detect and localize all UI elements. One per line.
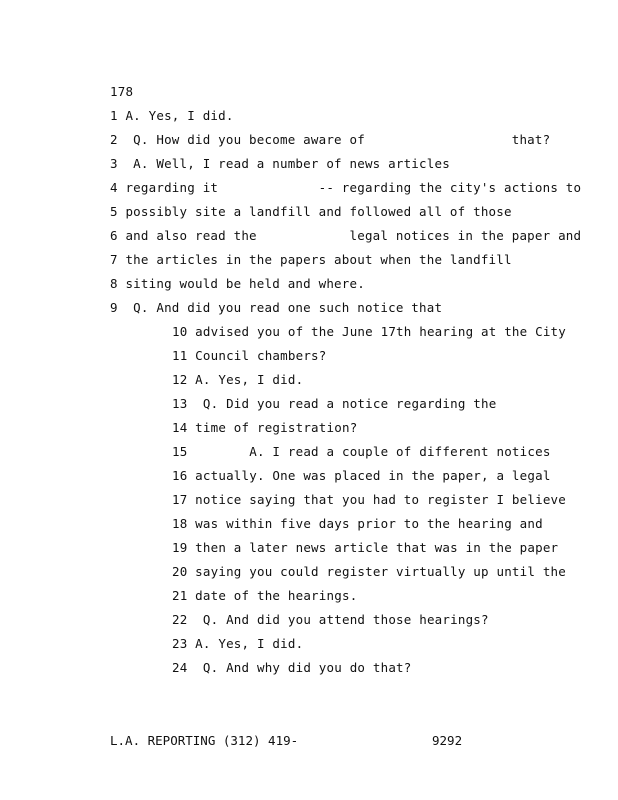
transcript-line-11: 11 Council chambers? [172,348,327,363]
transcript-line-5: 5 possibly site a landfill and followed all of those [110,204,512,219]
transcript-line-8: 8 siting would be held and where. [110,276,365,291]
transcript-line-19: 19 then a later news article that was in the paper [172,540,559,555]
transcript-line-12: 12 A. Yes, I did. [172,372,304,387]
transcript-line-2: 2 Q. How did you become aware of that? [110,132,551,147]
transcript-line-3: 3 A. Well, I read a number of news articles [110,156,450,171]
transcript-line-13: 13 Q. Did you read a notice regarding the [172,396,497,411]
transcript-line-1: 1 A. Yes, I did. [110,108,234,123]
page-number: 178 [110,84,134,99]
transcript-line-21: 21 date of the hearings. [172,588,358,603]
transcript-line-22: 22 Q. And did you attend those hearings? [172,612,489,627]
transcript-line-23: 23 A. Yes, I did. [172,636,304,651]
transcript-line-16: 16 actually. One was placed in the paper, a legal [172,468,551,483]
transcript-line-9: 9 Q. And did you read one such notice that [110,300,443,315]
transcript-line-7: 7 the articles in the papers about when the landfill [110,252,512,267]
transcript-line-17: 17 notice saying that you had to register I believe [172,492,567,507]
transcript-line-24: 24 Q. And why did you do that? [172,660,412,675]
transcript-line-10: 10 advised you of the June 17th hearing at the City [172,324,567,339]
transcript-line-18: 18 was within five days prior to the hearing and [172,516,543,531]
transcript-line-14: 14 time of registration? [172,420,358,435]
transcript-line-20: 20 saying you could register virtually up until the [172,564,567,579]
transcript-line-15: 15 A. I read a couple of different notices [172,444,551,459]
transcript-line-4: 4 regarding it -- regarding the city's actions to [110,180,582,195]
footer-reporting-label: L.A. REPORTING (312) 419- [110,733,299,748]
transcript-line-6: 6 and also read the legal notices in the paper and [110,228,582,243]
footer-phone-suffix: 9292 [432,733,463,748]
